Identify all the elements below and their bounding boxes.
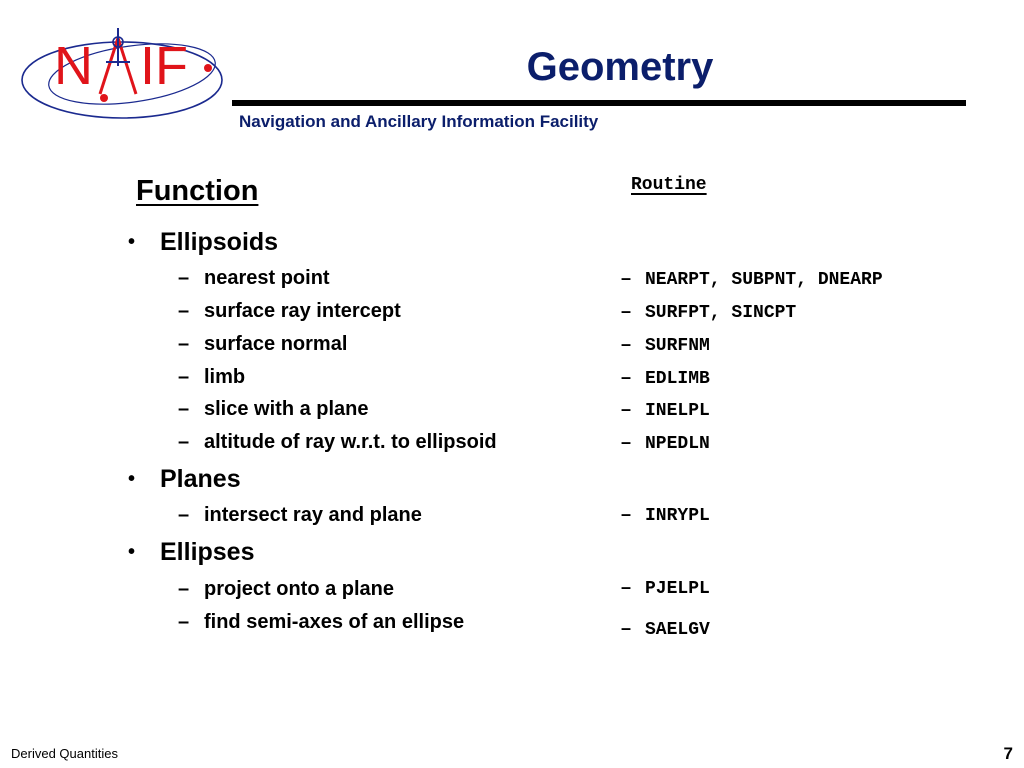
function-item (178, 397, 369, 421)
function-item (178, 503, 422, 527)
function-label: intersect ray and plane (204, 504, 422, 526)
group-heading-planes (128, 464, 241, 494)
dash-icon: – (621, 367, 632, 387)
function-item (178, 365, 245, 389)
routine-item (621, 616, 710, 642)
dash-icon: – (178, 267, 190, 289)
logo-compass-icon (100, 28, 136, 94)
page-title: Geometry (526, 45, 714, 89)
function-label: surface ray intercept (204, 300, 401, 322)
routine-item (621, 365, 710, 391)
routine-label: SAELGV (645, 620, 710, 640)
function-label: find semi-axes of an ellipse (204, 611, 465, 633)
dash-icon: – (621, 301, 632, 321)
page-subtitle: Navigation and Ancillary Information Facility (239, 112, 599, 131)
routine-label: NEARPT, SUBPNT, DNEARP (645, 270, 883, 290)
function-label: surface normal (204, 333, 348, 355)
function-item (178, 610, 464, 634)
logo-letters-if: IF (140, 36, 188, 96)
dash-icon: – (178, 431, 190, 453)
function-item (178, 299, 401, 323)
footer-section-label: Derived Quantities (11, 746, 118, 761)
bullet-icon: • (128, 541, 136, 563)
bullet-icon: • (128, 231, 136, 253)
routine-label: NPEDLN (645, 434, 710, 454)
dash-icon: – (178, 504, 190, 526)
function-label: project onto a plane (204, 578, 395, 600)
dash-icon: – (621, 618, 632, 638)
function-item (178, 266, 330, 290)
function-label: nearest point (204, 267, 330, 289)
function-item (178, 332, 347, 356)
function-label: slice with a plane (204, 398, 369, 420)
page-number: 7 (1003, 744, 1013, 763)
routine-item (621, 430, 710, 456)
routine-item (621, 502, 710, 528)
group-heading-ellipses (128, 537, 255, 567)
title-divider (232, 100, 966, 106)
routine-label: SURFNM (645, 336, 710, 356)
group-label: Ellipses (160, 538, 255, 566)
routine-item (621, 332, 710, 358)
function-item (178, 430, 497, 454)
dash-icon: – (621, 334, 632, 354)
routine-item (621, 575, 710, 601)
dash-icon: – (621, 577, 632, 597)
group-label: Ellipsoids (160, 228, 279, 256)
naif-logo (14, 22, 230, 120)
routine-item (621, 266, 883, 292)
group-label: Planes (160, 465, 241, 493)
bullet-icon: • (128, 468, 136, 490)
dash-icon: – (621, 268, 632, 288)
function-item (178, 577, 394, 601)
logo-dot-left (100, 94, 108, 102)
dash-icon: – (178, 578, 190, 600)
dash-icon: – (178, 300, 190, 322)
dash-icon: – (621, 432, 632, 452)
routine-item (621, 397, 710, 423)
routine-label: INELPL (645, 401, 710, 421)
dash-icon: – (178, 398, 190, 420)
dash-icon: – (621, 399, 632, 419)
routine-label: INRYPL (645, 506, 710, 526)
dash-icon: – (178, 333, 190, 355)
function-label: altitude of ray w.r.t. to ellipsoid (204, 431, 497, 453)
routine-label: PJELPL (645, 579, 710, 599)
function-column-header: Function (136, 175, 259, 207)
routine-label: EDLIMB (645, 369, 710, 389)
logo-letter-n: N (54, 36, 93, 96)
routine-column-header: Routine (631, 175, 707, 195)
routine-item (621, 299, 796, 325)
dash-icon: – (621, 504, 632, 524)
dash-icon: – (178, 366, 190, 388)
function-label: limb (204, 366, 246, 388)
logo-dot-right (204, 64, 212, 72)
group-heading-ellipsoids (128, 227, 278, 257)
routine-label: SURFPT, SINCPT (645, 303, 797, 323)
dash-icon: – (178, 611, 190, 633)
